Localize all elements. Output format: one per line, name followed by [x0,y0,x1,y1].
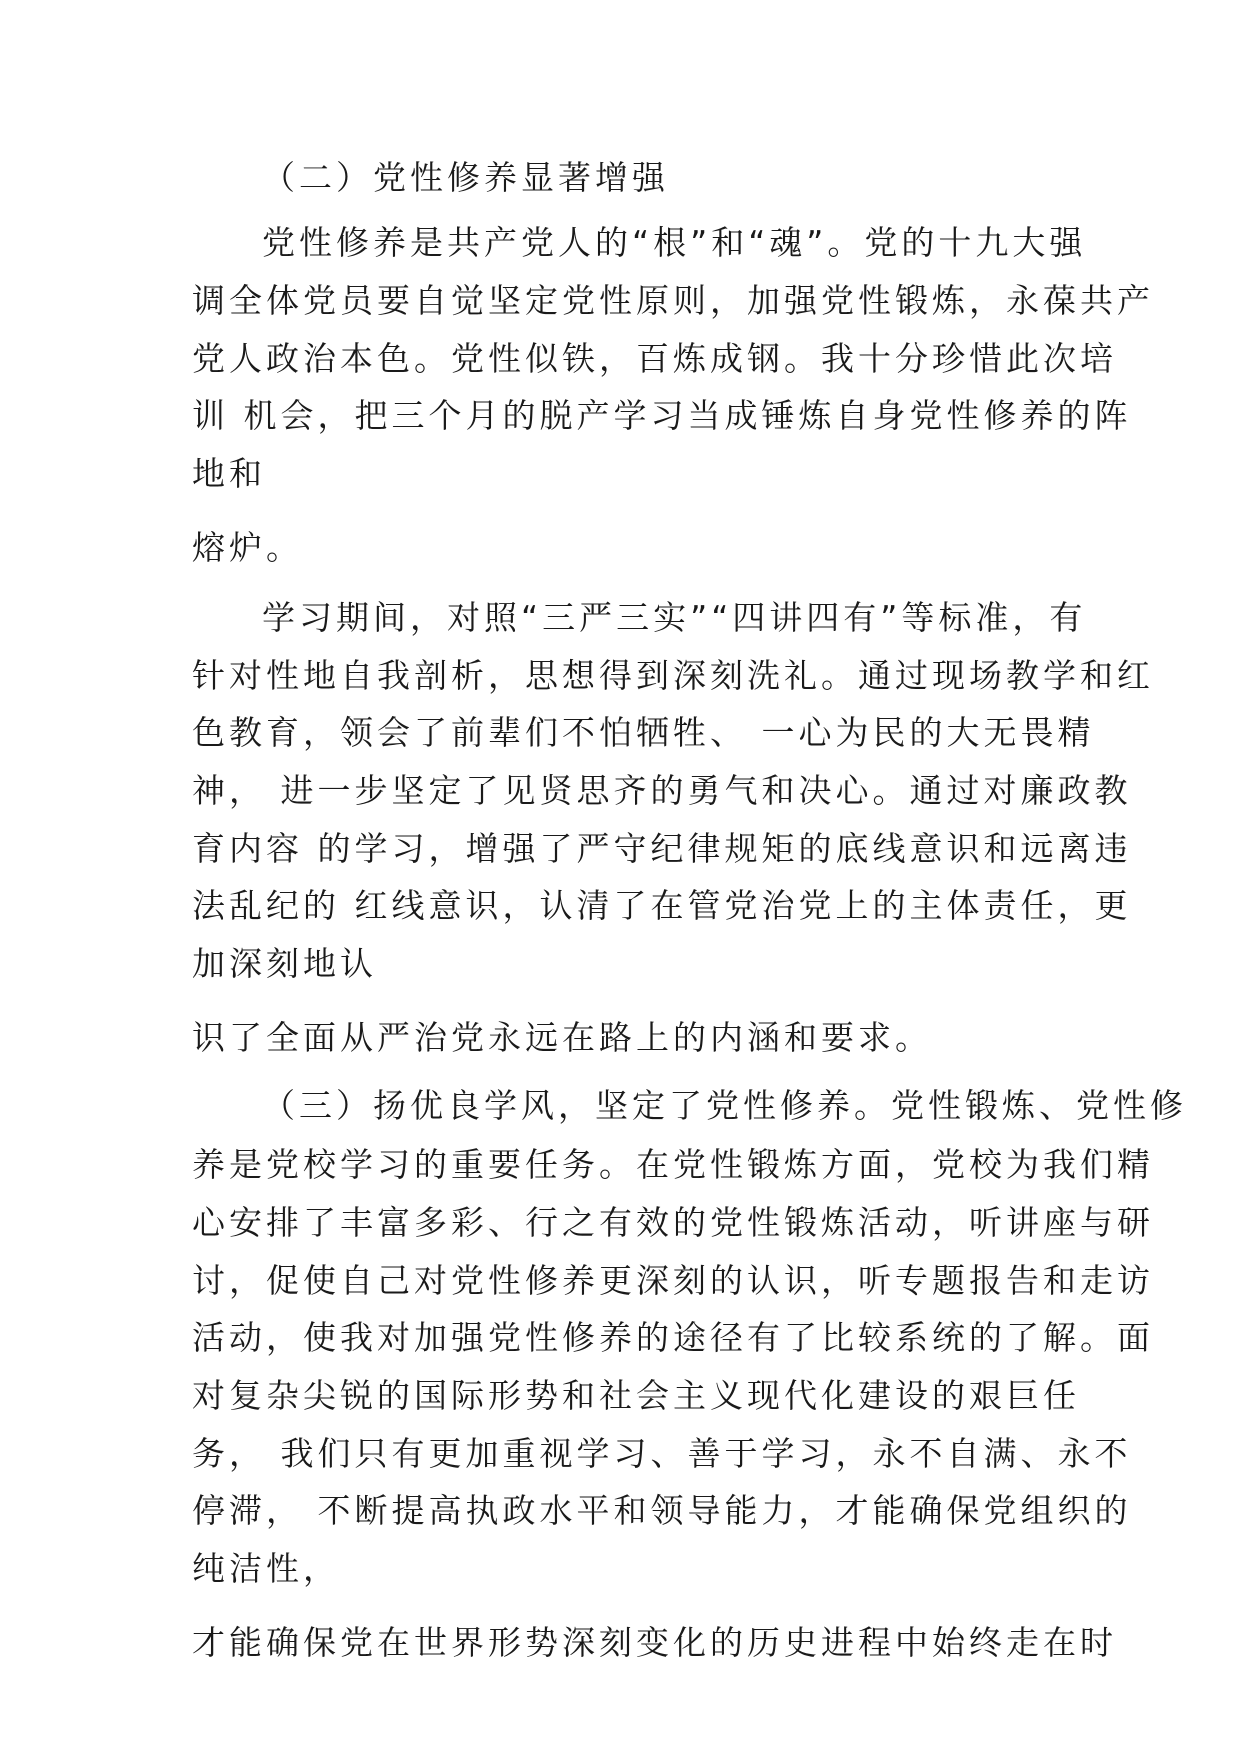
text-line: 讨，促使自己对党性修养更深刻的认识，听专题报告和走访 [192,1261,1154,1300]
text-line: 加深刻地认 [192,944,377,983]
text-line: 心安排了丰富多彩、行之有效的党性锻炼活动，听讲座与研 [192,1203,1154,1242]
text-line: 识了全面从严治党永远在路上的内涵和要求。 [192,1018,932,1057]
text-line: 停滞， 不断提高执政水平和领导能力，才能确保党组织的 [192,1491,1132,1530]
text-line: 务， 我们只有更加重视学习、善于学习，永不自满、永不 [192,1434,1132,1473]
text-line: 学习期间，对照“三严三实”“四讲四有”等标准，有 [262,598,1087,637]
text-line: 地和 [192,454,266,493]
text-line: 党人政治本色。党性似铁，百炼成钢。我十分珍惜此次培 [192,339,1117,378]
text-line: 活动，使我对加强党性修养的途径有了比较系统的了解。面 [192,1318,1154,1357]
text-line: 针对性地自我剖析，思想得到深刻洗礼。通过现场教学和红 [192,656,1154,695]
text-line: 训 机会，把三个月的脱产学习当成锤炼自身党性修养的阵 [192,396,1132,435]
text-line: 党性修养是共产党人的“根”和“魂”。党的十九大强 [262,223,1087,262]
text-line: 纯洁性， [192,1549,340,1588]
text-line: 育内容 的学习，增强了严守纪律规矩的底线意识和远离违 [192,829,1132,868]
section-heading-2: （二）党性修养显著增强 [262,158,669,197]
section-heading-3: （三）扬优良学风，坚定了党性修养。党性锻炼、党性修 [262,1086,1187,1125]
text-line: 熔炉。 [192,528,303,567]
text-line: 色教育，领会了前辈们不怕牺牲、 一心为民的大无畏精 [192,713,1095,752]
text-line: 神， 进一步坚定了见贤思齐的勇气和决心。通过对廉政教 [192,771,1132,810]
text-line: 对复杂尖锐的国际形势和社会主义现代化建设的艰巨任 [192,1376,1080,1415]
text-line: 法乱纪的 红线意识，认清了在管党治党上的主体责任，更 [192,886,1132,925]
text-line: 才能确保党在世界形势深刻变化的历史进程中始终走在时 [192,1623,1117,1662]
text-line: 养是党校学习的重要任务。在党性锻炼方面，党校为我们精 [192,1145,1154,1184]
text-line: 调全体党员要自觉坚定党性原则，加强党性锻炼，永葆共产 [192,281,1154,320]
